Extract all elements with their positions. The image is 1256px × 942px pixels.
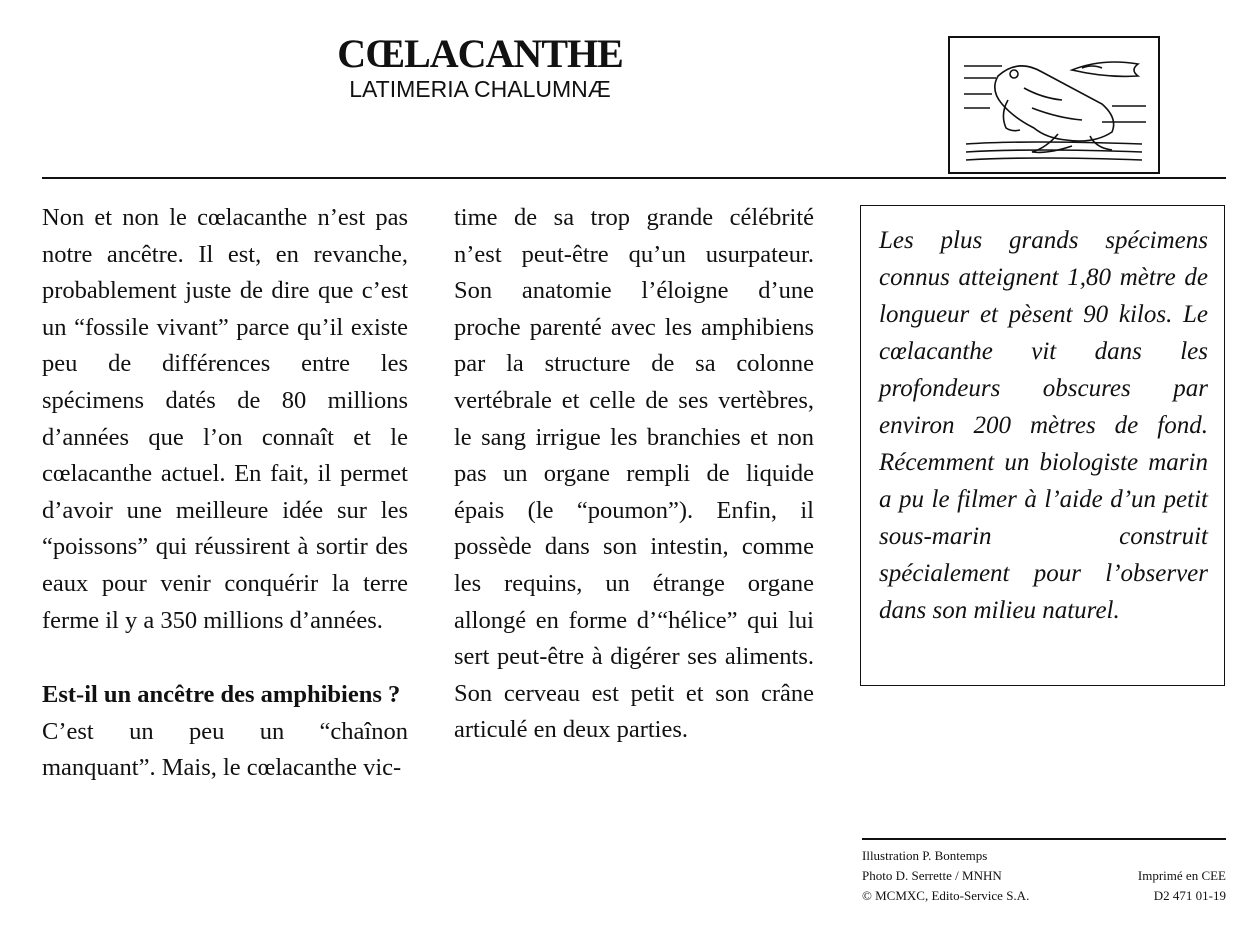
copyright-notice: © MCMXC, Edito-Service S.A. <box>862 888 1030 903</box>
emblem-frame <box>948 36 1160 174</box>
frog-emblem-icon <box>962 48 1148 166</box>
illustration-credit: Illustration P. Bontemps <box>862 848 988 863</box>
photo-credit: Photo D. Serrette / MNHN <box>862 868 1002 883</box>
body-paragraph: Non et non le cœlacanthe n’est pas notre ancêtre. Il est, en revanche, probablement juste de dire que c’est un “fossile vivant” parce qu’il existe peu de différences entre les spécimens datés de 80 millions d’années que l’on connaît et le cœlacanthe actuel. En fait, il permet d’avoir une meilleure idée sur les “poissons” qui réussirent à sortir des eaux pour venir conquérir la terre ferme il y a 350 millions d’années. <box>42 204 408 634</box>
page-title: CŒLACANTHE <box>337 31 623 76</box>
fact-box <box>860 205 1225 686</box>
card-code: D2 471 01-19 <box>1153 888 1226 903</box>
page-subtitle: LATIMERIA CHALUMNÆ <box>349 76 611 102</box>
body-paragraph: C’est un peu un “chaînon manquant”. Mais, le cœlacanthe vic- <box>42 717 408 782</box>
fact-box-text: Les plus grands spécimens connus atteignent 1,80 mètre de longueur et pèsent 90 kilos. Le cœlacanthe vit dans les profondeurs obscures par environ 200 mètres de fond. Récemment un biologiste marin a pu le filmer à l’aide d’un petit sous-marin construit spécialement pour l’observer dans son milieu naturel. <box>879 227 1208 624</box>
text-column-2 <box>454 200 814 749</box>
text-column-1 <box>42 200 408 787</box>
body-paragraph: time de sa trop grande célébrité n’est peut-être qu’un usurpateur. Son anatomie l’éloigne d’une proche parenté avec les amphibiens par la structure de sa colonne vertébrale et celle de ses vertèbres, le sang irrigue les branchies et non pas un organe rempli de liquide épais (le “poumon”). Enfin, il possède dans son intestin, comme les requins, un étrange organe allongé en forme d’“hélice” qui lui sert peut-être à digérer ses aliments. Son cerveau est petit et son crâne articulé en deux parties. <box>454 204 814 744</box>
credits-divider <box>862 838 1226 840</box>
print-notice: Imprimé en CEE <box>1137 868 1226 883</box>
header-divider <box>42 177 1226 179</box>
section-heading: Est-il un ancêtre des amphibiens ? <box>42 681 401 709</box>
